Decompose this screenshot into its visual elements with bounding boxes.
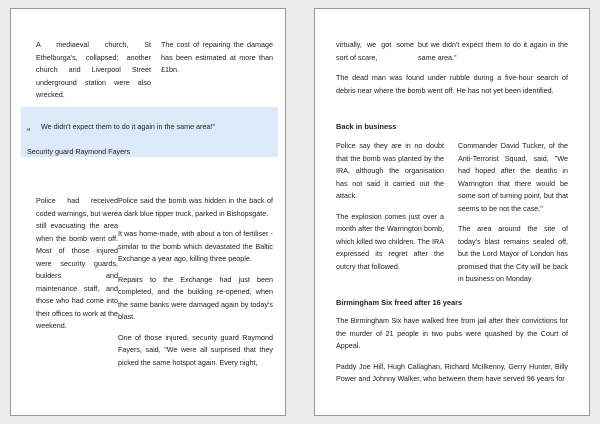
section-heading-back-in-business: Back in business xyxy=(336,122,397,131)
paragraph: Commander David Tucker, of the Anti-Terrorist Squad, said, "We had hoped after the deaths in Warrington that there would be some sort of turning point, but that seems to be not the case." xyxy=(458,141,568,213)
right-top-column-1: virtually, we got some sort of scare, xyxy=(336,40,414,62)
left-top-column-2: The cost of repairing the damage has been estimated at more than £1bn. xyxy=(161,40,273,74)
paragraph: The area around the site of today's blast remains sealed off, but the Lord Mayor of London has promised that the City will be back in business on Monday xyxy=(458,224,568,283)
right-top-column-2: but we didn't expect them to do it again in the same area." xyxy=(418,40,568,62)
section-heading-birmingham-six: Birmingham Six freed after 16 years xyxy=(336,298,463,307)
paragraph: Police said the bomb was hidden in the back of a dark blue tipper truck, parked in Bishopsgate. xyxy=(118,196,273,218)
right-bottom-text xyxy=(336,315,568,386)
paragraph: Paddy Joe Hill, Hugh Callaghan, Richard McIlkenny, Gerry Hunter, Billy Power and Johnny Walker, who between them have served 96 years for xyxy=(336,361,568,383)
right-mid-column-1 xyxy=(336,140,444,273)
left-bottom-column-2 xyxy=(118,195,273,369)
paragraph: The Birmingham Six have walked free from jail after their convictions for the murder of 21 people in two pubs were quashed by the Court of Appeal. xyxy=(336,316,568,350)
pull-quote-attribution: Security guard Raymond Fayers xyxy=(27,147,131,156)
paragraph: The dead man was found under rubble during a five-hour search of debris near where the bomb went off. He has not yet been identified. xyxy=(336,73,568,95)
right-page xyxy=(314,8,590,416)
right-top-paragraph xyxy=(336,72,568,97)
left-top-column-1: A mediaeval church, St Ethelburga's, collapsed; another church and Liverpool Street underground station were also wrecked. xyxy=(36,40,151,99)
paragraph: Repairs to the Exchange had just been completed, and the building re-opened, when the same banks were damaged again by today's blast. xyxy=(118,274,273,321)
paragraph: It was home-made, with about a ton of fertiliser - similar to the bomb which devastated the Baltic Exchange a year ago, killing three people. xyxy=(118,229,273,263)
right-mid-column-2 xyxy=(458,140,568,286)
paragraph: One of those injured, security guard Raymond Fayers, said, "We were all surprised that they picked the same hotspot again. Every night, xyxy=(118,332,273,367)
quote-mark: “ xyxy=(27,127,31,138)
paragraph: Police say they are in no doubt that the bomb was planted by the IRA, although the organisation has not said it carried out the attack. xyxy=(336,141,444,200)
left-bottom-column-1: Police had received coded warnings, but were still evacuating the area when the bomb went off. Most of those injured were security guards, builders and maintenance staff, and those who had come into their offices to work at the weekend. xyxy=(36,196,118,330)
paragraph: The explosion comes just over a month after the Warrington bomb, which killed two children. The IRA expressed its regret after the outcry that followed. xyxy=(336,211,444,271)
pull-quote-text: We didn't expect them to do it again in the same area!" xyxy=(41,122,215,131)
left-page xyxy=(10,8,286,416)
